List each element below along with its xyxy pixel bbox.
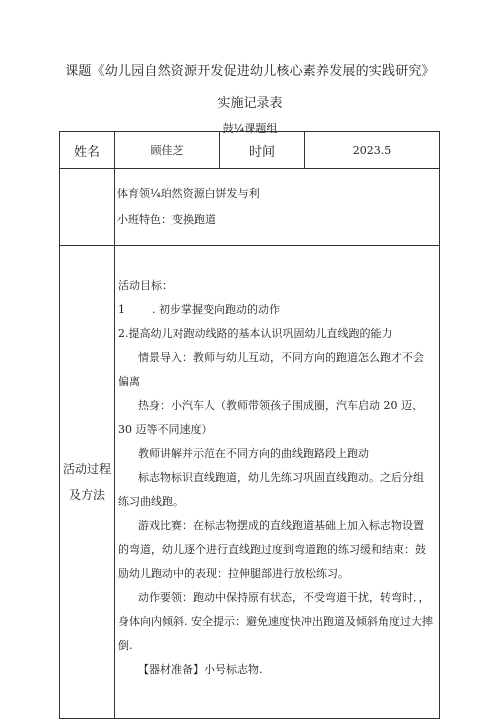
topic-cell — [115, 169, 440, 246]
scene-intro: 情景导入：教师与幼儿互动，不同方向的跑道怎么跑才不会偏离 — [118, 351, 424, 388]
warmup-b: 30 迈等不同速度） — [118, 423, 213, 436]
key-points: 动作要领：跑动中保持原有状态，不受弯道干扰，转弯时．，身体向内倾斜. 安全提示：避免速度快冲出跑道及倾斜角度过大摔倒. — [118, 591, 433, 652]
goal-1 — [118, 298, 433, 322]
process-label-1: 活动过程 — [62, 462, 111, 476]
goal-1-number: 1 — [118, 303, 125, 316]
topic-blank-cell — [60, 169, 115, 246]
name-value: 顾佳芝 — [115, 132, 220, 169]
document-subtitle: 实施记录表 — [217, 96, 283, 111]
marker-text: 标志物标识直线跑道，幼儿先练习巩固直线跑动。之后分组练习曲线跑。 — [118, 471, 424, 508]
process-label-cell — [60, 246, 115, 719]
goal-2: 2.提高幼儿对跑动线路的基本认识巩固幼儿直线跑的能力 — [118, 327, 393, 340]
game-text: 游戏比赛：在标志物摆成的直线跑道基础上加入标志物设置的弯道，幼儿逐个进行直线跑过度到弯道跑的练习缓和结束：鼓励幼儿跑动中的表现：拉伸腿部进行放松练习。 — [118, 519, 426, 580]
process-row — [60, 246, 440, 719]
warmup-a: 热身：小汽车人（教师带领孩子围成圈，汽车启动 20 迈、 — [138, 399, 423, 412]
record-table — [59, 131, 440, 719]
demo-text: 教师讲解并示范在不同方向的曲线跑路段上跑动 — [138, 447, 369, 460]
goal-title: 活动目标： — [118, 279, 173, 292]
header-row — [60, 132, 440, 169]
time-value: 2023.5 — [305, 132, 440, 169]
topic-row — [60, 169, 440, 246]
goal-1-text: . 初步掌握变向跑动的动作 — [152, 303, 280, 316]
process-content-cell — [115, 246, 440, 719]
document-title: 课题《幼儿园自然资源开发促进幼儿核心素养发展的实践研究》 — [65, 64, 435, 79]
domain-line: 体育领¼珀然资源白饼发与利 — [117, 187, 260, 200]
name-label: 姓名 — [60, 132, 115, 169]
time-label: 时间 — [220, 132, 305, 169]
group-name: 鼓¼课题组 — [222, 122, 278, 135]
feature-line: 小班特色：变换跑道 — [117, 213, 216, 226]
process-label-2: 及方法 — [68, 488, 105, 502]
material-text: 【器材准备】小号标志物. — [138, 663, 263, 676]
